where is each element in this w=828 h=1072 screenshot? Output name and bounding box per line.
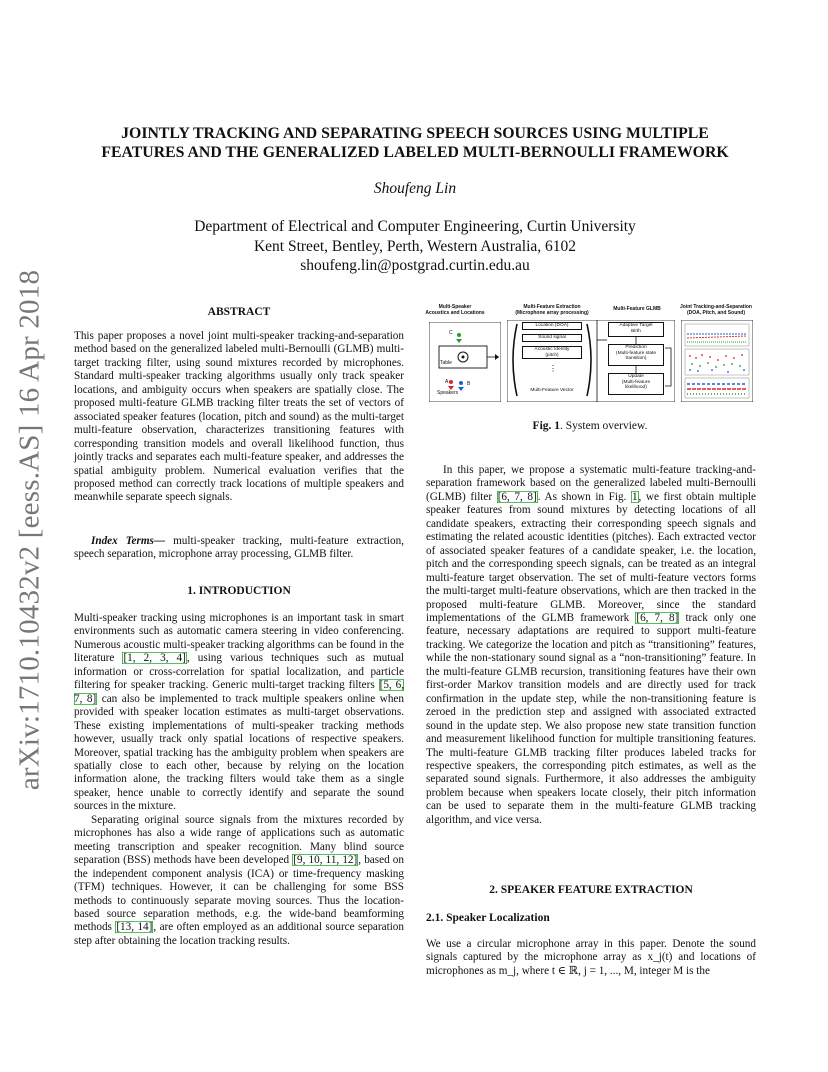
glmb-update-box: Update (Multi-feature likelihood) [608, 373, 664, 395]
fig-col2-header: Multi-Feature Extraction (Microphone array processing) [515, 304, 589, 316]
fig-col4-header: Joint Tracking-and-Separation (DOA, Pitch, and Sound) [680, 304, 752, 316]
abstract-text: This paper proposes a novel joint multi-speaker tracking-and-separation method based on the generalized labeled multi-Bernoulli (GLMB) multi-target tracking filter, using sound mixtures recorded by microphones. Standard multi-speaker tracking algorithms usually only track speaker locations, and ambiguity occurs when speakers are spatially close. The proposed multi-feature GLMB tracking filter treats the set of vectors of associated speaker features (location, pitch and sound) as the multi-target multi-feature observation, characterizes transitioning features with corresponding transition models and overall likelihood function, thus jointly tracks and separates each multi-feature speaker, and addresses the spatial ambiguity problem. Numerical evaluation verifies that the proposed method can correctly track locations of multiple speakers and meanwhile separate speech signals. [74, 330, 404, 504]
affiliation [70, 217, 760, 276]
intro-paragraph-2: Separating original source signals from the mixtures recorded by microphones has also a wide range of applications such as automatic meeting transcription and speaker recognition. Many blind source separation (BSS) methods have been developed [9, 10, 11, 12], based on the independent component analysis (ICA) or time-frequency masking (TFM) techniques. However, it can be challenging for some BSS methods to continuously separate moving sources. Thus the location-based source separation methods, e.g. the wide-band beamforming methods [13, 14], are often employed as an additional source separation step after obtaining the location tracking results. [74, 813, 404, 947]
citation-link[interactable]: [6, 7, 8] [636, 611, 679, 624]
citation-link[interactable]: [1, 2, 3, 4] [123, 652, 186, 665]
right-paragraph-1: In this paper, we propose a systematic multi-feature tracking-and-separation framework based on the generalized labeled multi-Bernoulli (GLMB) filter [6, 7, 8]. As shown in Fig. 1, we first obtain multiple speaker features from sound mixtures by detecting locations of all candidate speakers, extracting their corresponding speech signals and estimating the related acoustic identities (pitches). Each extracted vector of associated speaker features of a candidate speaker, i.e. the location, pitch and the corresponding speech signals, can be treated as an integral multi-feature target observation. The set of multi-feature vectors forms the multi-target multi-feature observations, which are then tracked in the proposed multi-feature GLMB. Moreover, since the standard implementations of the GLMB framework [6, 7, 8] track only one feature, necessary adaptations are required to support multi-feature tracking. We categorize the location and pitch as “transitioning” features, while the non-stationary sound signal as a “non-transitioning” feature. In the multi-feature GLMB recursion, transitioning features have their own first-order Markov transition models and are directly used for track confirmation in the update step, while the non-transitioning feature is zeroed in the prediction step and assigned with associated extracted sound in the update step. We also propose new state transition function and measurement likelihood function for multiple transitioning features. The multi-feature GLMB tracking filter produces labeled tracks for respective speakers, the corresponding pitch estimates, as well as the separated sound signals. Furthermore, it also addresses the ambiguity problem because when speakers locate closely, their pitch information can be used to separate them in the multi-feature GLMB tracking algorithm, and vice versa. [426, 464, 757, 826]
intro-body [74, 612, 404, 948]
speaker-a-label: A [445, 379, 449, 385]
arxiv-side-stamp: arXiv:1710.10432v2 [eess.AS] 16 Apr 2018 [13, 269, 46, 791]
section-2-heading: 2. SPEAKER FEATURE EXTRACTION [489, 884, 693, 896]
citation-link[interactable]: [9, 10, 11, 12] [293, 854, 358, 867]
system-overview-figure [425, 302, 755, 406]
feature-location-box: Location (DOA) [522, 322, 582, 330]
author-name: Shoufeng Lin [373, 180, 457, 197]
section-2-1-heading: 2.1. Speaker Localization [426, 912, 550, 924]
figure-caption: Fig. 1. System overview. [532, 420, 648, 432]
tracking-results-plot [681, 320, 753, 402]
fig-col1-header: Multi-Speaker Acoustics and Locations [425, 304, 485, 316]
abstract-body [74, 330, 404, 505]
abstract-heading: ABSTRACT [207, 306, 271, 318]
index-terms-text: multi-speaker tracking, multi-feature extraction, speech separation, microphone array processing, GLMB filter. [74, 535, 404, 561]
feature-pitch-box: Acoustic Identity (pitch) [522, 346, 582, 359]
section-2-1-text: We use a circular microphone array in this paper. Denote the sound signals captured by the microphone array as x_j(t) and locations of microphones as m_j, where t ∈ ℝ, j = 1, ..., M, integer M is the [426, 938, 756, 977]
intro-heading: 1. INTRODUCTION [187, 585, 291, 597]
feature-sound-box: Sound signal [522, 334, 582, 342]
glmb-prediction-box: Prediction (Multi-feature state transition) [608, 344, 664, 366]
affiliation-line-2: Kent Street, Bentley, Perth, Western Australia, 6102 [253, 237, 577, 255]
figure-link[interactable]: 1 [631, 490, 638, 503]
feature-vector-label: Multi-Feature Vector [530, 388, 574, 393]
speakers-label: Speakers [437, 390, 459, 396]
affiliation-line-1: Department of Electrical and Computer Engineering, Curtin University [194, 218, 636, 235]
speaker-c-label: C [449, 330, 453, 336]
citation-link[interactable]: [6, 7, 8] [497, 490, 537, 503]
section-2-1-body [426, 938, 756, 978]
fig-col3-header: Multi-Feature GLMB [613, 306, 661, 312]
title-line-1: JOINTLY TRACKING AND SEPARATING SPEECH SOURCES USING MULTIPLE [121, 125, 709, 142]
author-email: shoufeng.lin@postgrad.curtin.edu.au [300, 257, 530, 274]
speaker-b-label: B [467, 381, 471, 387]
citation-link[interactable]: [13, 14] [116, 921, 153, 934]
right-body [426, 464, 756, 827]
table-label: Table [440, 360, 452, 366]
intro-paragraph-1: Multi-speaker tracking using microphones is an important task in smart environments such as automatic camera steering in video conferencing. Numerous acoustic multi-speaker tracking algorithms can be found in the literature [1, 2, 3, 4], using various techniques such as mutual information or cross-correlation for spatial localization, and particle filtering for speaker tracking. Generic multi-target tracking filters [5, 6, 7, 8] can also be implemented to track multiple speakers online when provided with speaker location estimates as multi-target observations. These existing implementations of multi-speaker tracking methods however, usually track only spatial locations of respective speakers. Moreover, spatial tracking has the ambiguity problem when speakers are spatially close to each other, because by relying on the location information alone, the tracking filters would take them as a single speaker, hence unable to correctly identify and separate the sound sources in the mixture. [74, 612, 405, 813]
title-line-2: FEATURES AND THE GENERALIZED LABELED MULTI-BERNOULLI FRAMEWORK [101, 144, 729, 161]
feature-vdots: ⋮ [549, 364, 557, 373]
citation-link[interactable]: [5, 6, 7, 8] [74, 679, 404, 705]
index-terms-label: Index Terms— [91, 535, 166, 547]
figure-caption-label: Fig. 1 [532, 420, 561, 432]
glmb-birth-box: Adaptive Target Birth [608, 322, 664, 337]
paper-title [70, 124, 760, 162]
index-terms [74, 535, 404, 562]
